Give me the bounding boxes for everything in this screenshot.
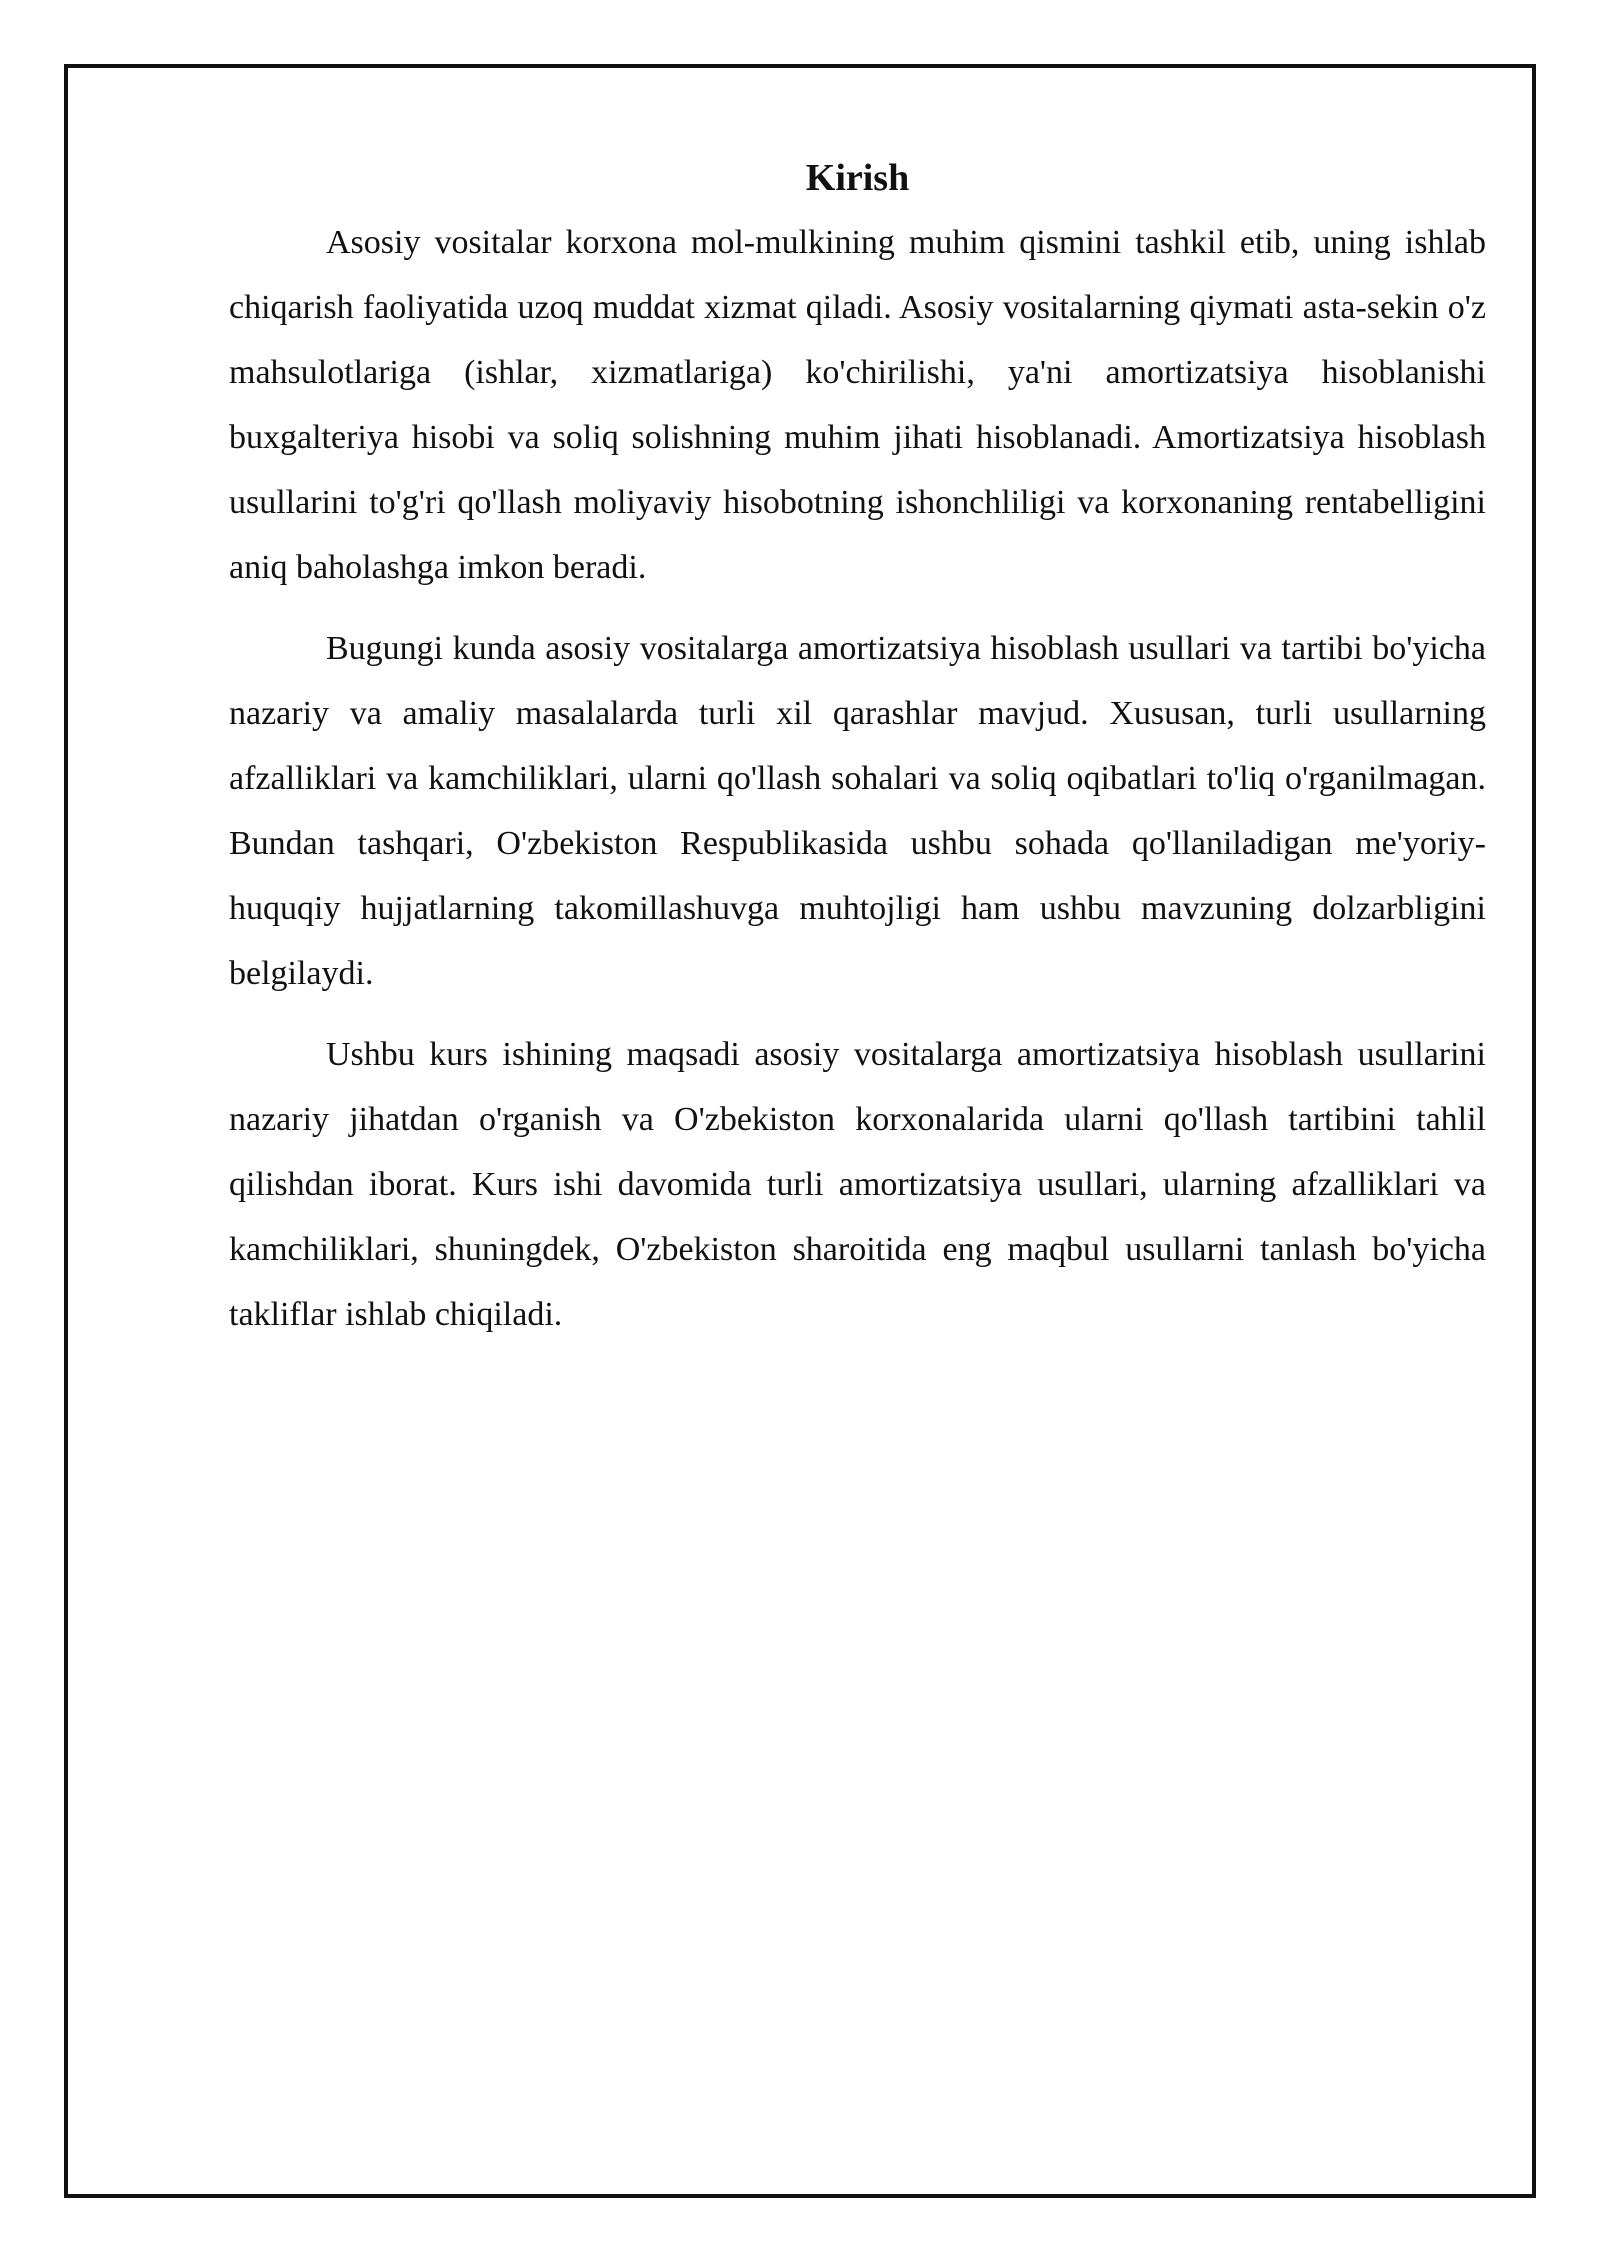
page-title: Kirish — [805, 157, 910, 199]
paragraph-relevance: Bugungi kunda asosiy vositalarga amortizatsiya hisoblash usullari va tartibi bo'yicha nazariy va amaliy masalalarda turli xil qarashlar mavjud. Xususan, turli usullarning afzalliklari va kamchiliklari, ularni qo'llash sohalari va soliq oqibatlari to'liq o'rganilmagan. Bundan tashqari, O'zbekiston Respublikasida ushbu sohada qo'llaniladigan me'yoriy-huquqiy hujjatlarning takomillashuvga muhtojligi ham ushbu mavzuning dolzarbligini belgilaydi. — [229, 630, 1486, 992]
paragraph-goal: Ushbu kurs ishining maqsadi asosiy vositalarga amortizatsiya hisoblash usullarini nazariy jihatdan o'rganish va O'zbekiston korxonalarida ularni qo'llash tartibini tahlil qilishdan iborat. Kurs ishi davomida turli amortizatsiya usullari, ularning afzalliklari va kamchiliklari, shuningdek, O'zbekiston sharoitida eng maqbul usullarni tanlash bo'yicha takliflar ishlab chiqiladi. — [229, 1036, 1486, 1333]
document-body — [229, 148, 1486, 1363]
paragraph-intro: Asosiy vositalar korxona mol-mulkining muhim qismini tashkil etib, uning ishlab chiqarish faoliyatida uzoq muddat xizmat qiladi. Asosiy vositalarning qiymati asta-sekin o'z mahsulotlariga (ishlar, xizmatlariga) ko'chirilishi, ya'ni amortizatsiya hisoblanishi buxgalteriya hisobi va soliq solishning muhim jihati hisoblanadi. Amortizatsiya hisoblash usullarini to'g'ri qo'llash moliyaviy hisobotning ishonchliligi va korxonaning rentabelligini aniq baholashga imkon beradi. — [229, 224, 1486, 586]
